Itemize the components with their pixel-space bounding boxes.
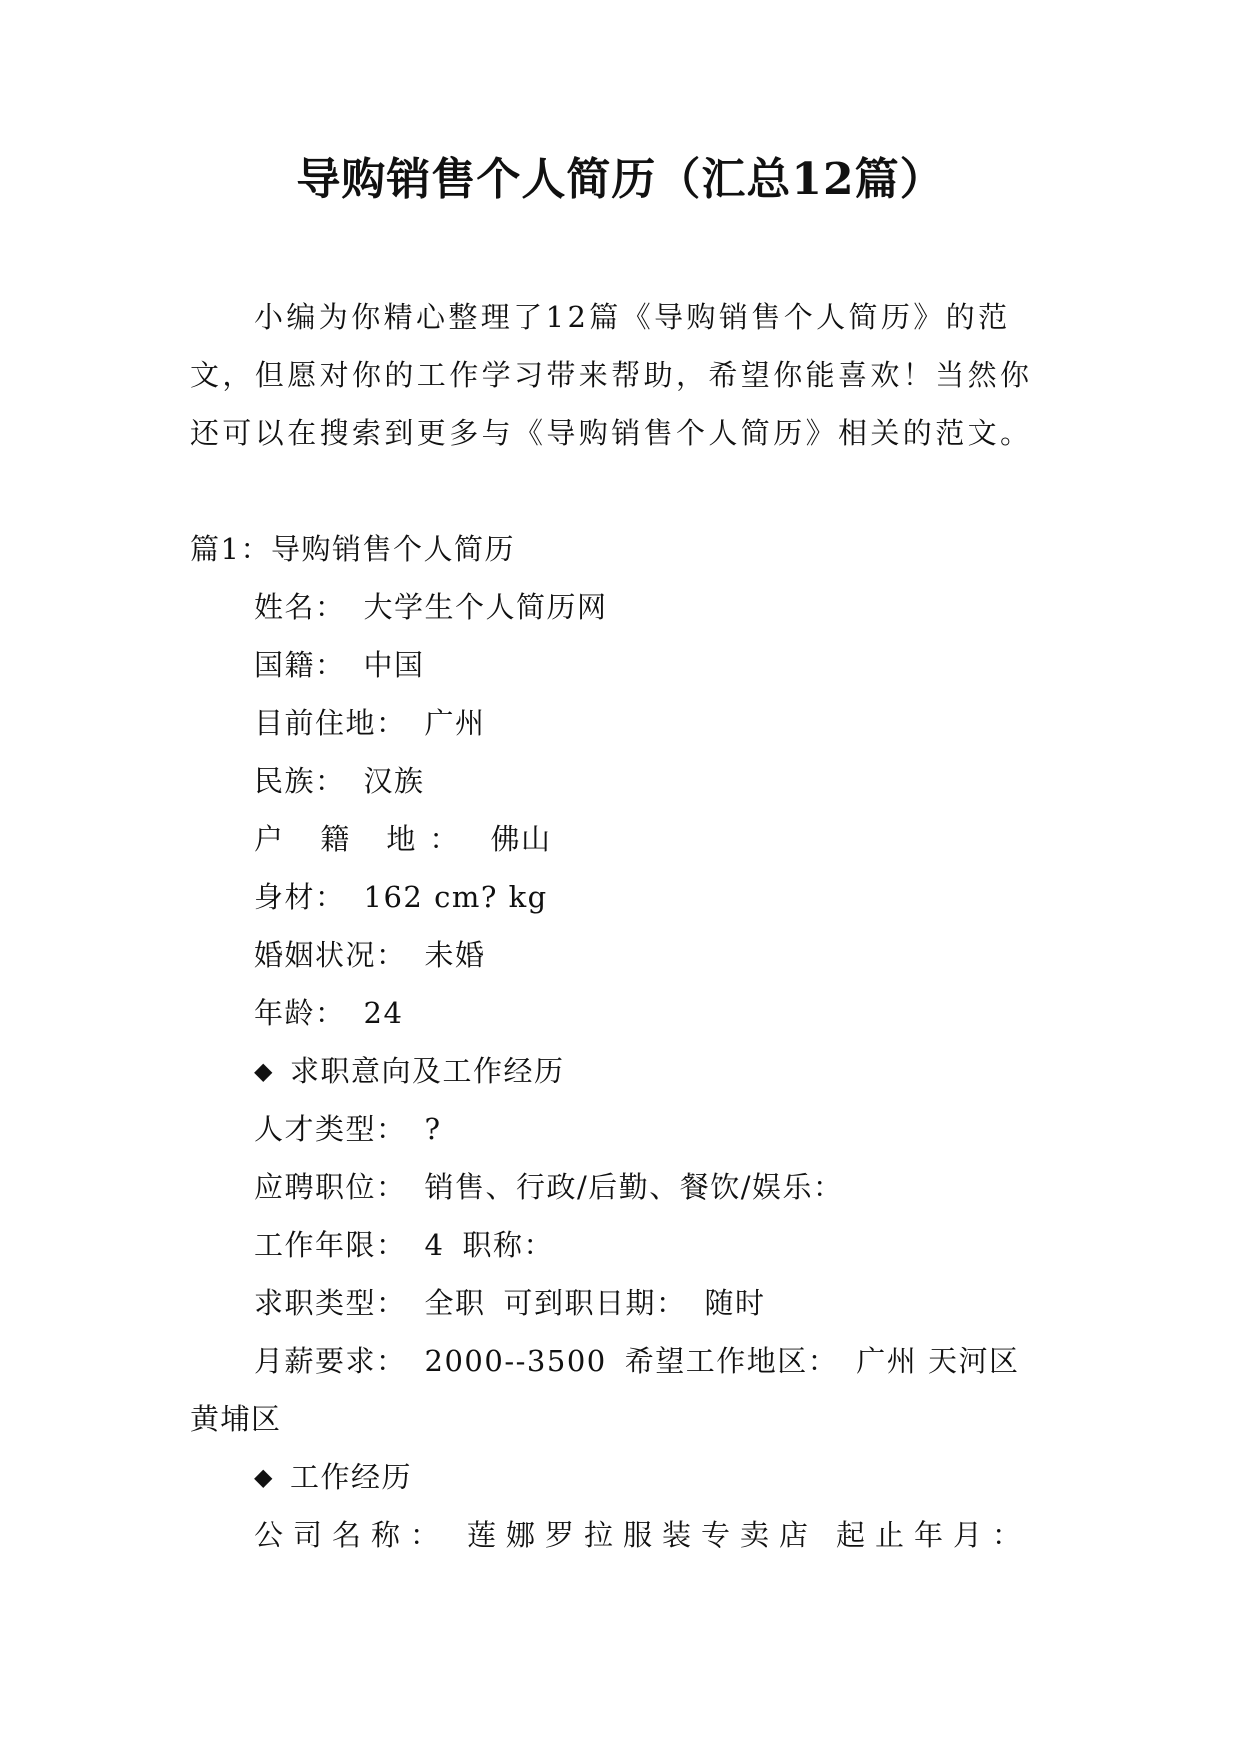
field-ethnicity — [190, 752, 1060, 810]
field-label: 户 籍 地： — [254, 822, 473, 856]
subsection-heading: 求职意向及工作经历 — [289, 1054, 565, 1088]
field-label: 应聘职位： — [254, 1170, 407, 1204]
field-position — [190, 1158, 1060, 1216]
field-label: 可到职日期： — [503, 1286, 687, 1320]
field-value: 佛山 — [490, 822, 552, 856]
field-value: 随时 — [704, 1286, 766, 1320]
field-label: 人才类型： — [254, 1112, 407, 1146]
field-value: 4 — [424, 1228, 445, 1262]
field-label: 求职类型： — [254, 1286, 407, 1320]
diamond-bullet-icon: ◆ — [254, 1463, 274, 1491]
field-value: 广州 — [424, 706, 486, 740]
field-value: 未婚 — [424, 938, 486, 972]
field-label: 职称： — [462, 1228, 554, 1262]
field-value: 中国 — [363, 648, 425, 682]
subsection-heading: 工作经历 — [289, 1460, 412, 1494]
field-nationality — [190, 636, 1060, 694]
field-label: 身材： — [254, 880, 346, 914]
subsection-intent — [190, 1042, 1060, 1100]
field-value: 广州 天河区 — [856, 1344, 1020, 1378]
field-value: 莲娜罗拉服装专卖店 — [467, 1518, 819, 1552]
field-value: 销售、行政/后勤、餐饮/娱乐： — [424, 1170, 844, 1204]
field-label: 年龄： — [254, 996, 346, 1030]
field-value: 黄埔区 — [190, 1402, 282, 1436]
field-residence — [190, 694, 1060, 752]
field-label: 婚姻状况： — [254, 938, 407, 972]
intro-paragraph: 小编为你精心整理了12篇《导购销售个人简历》的范文，但愿对你的工作学习带来帮助，希望你能喜欢！当然你还可以在搜索到更多与《导购销售个人简历》相关的范文。 — [190, 300, 1033, 450]
resume-body — [190, 520, 1060, 1564]
field-label: 民族： — [254, 764, 346, 798]
field-value: 全职 — [424, 1286, 486, 1320]
field-label: 姓名： — [254, 590, 346, 624]
field-area-cont — [190, 1390, 1060, 1448]
field-value: 2000--3500 — [424, 1344, 607, 1378]
field-job-type — [190, 1274, 1060, 1332]
field-marital — [190, 926, 1060, 984]
field-label: 月薪要求： — [254, 1344, 407, 1378]
diamond-bullet-icon: ◆ — [254, 1057, 274, 1085]
field-value: 24 — [363, 996, 404, 1030]
field-label: 工作年限： — [254, 1228, 407, 1262]
field-value: 汉族 — [363, 764, 425, 798]
field-name — [190, 578, 1060, 636]
field-talent-type — [190, 1100, 1060, 1158]
field-label: 希望工作地区： — [624, 1344, 839, 1378]
field-value: ? — [424, 1112, 442, 1146]
field-label: 公司名称： — [254, 1518, 450, 1552]
field-label: 国籍： — [254, 648, 346, 682]
field-label: 目前住地： — [254, 706, 407, 740]
field-value: 大学生个人简历网 — [363, 590, 608, 624]
section-heading — [190, 520, 1060, 578]
field-hukou — [190, 810, 1060, 868]
field-company — [190, 1506, 1060, 1564]
field-salary — [190, 1332, 1060, 1390]
field-body — [190, 868, 1060, 926]
page-title: 导购销售个人简历（汇总12篇） — [296, 154, 945, 205]
field-label: 起止年月： — [836, 1518, 1032, 1552]
section-heading-text: 篇1：导购销售个人简历 — [190, 532, 515, 566]
field-value: 162 cm? kg — [363, 880, 548, 914]
field-years — [190, 1216, 1060, 1274]
field-age — [190, 984, 1060, 1042]
subsection-experience — [190, 1448, 1060, 1506]
